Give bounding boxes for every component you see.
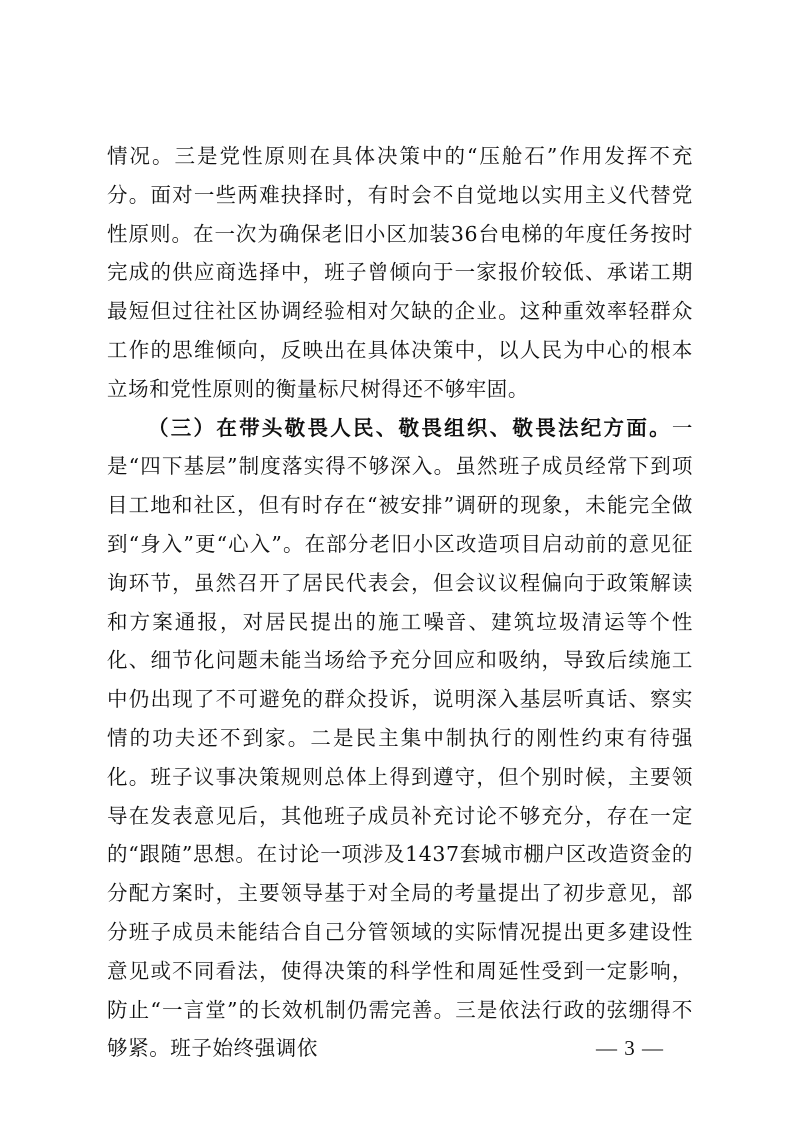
page-number: — 3 — [596,1036,664,1060]
section-heading: （三）在带头敬畏人民、敬畏组织、敬畏法纪方面。 [148,415,672,440]
section-body: 一是“四下基层”制度落实得不够深入。虽然班子成员经常下到项目工地和社区，但有时存在“被安排”调研的现象，未能完全做到“身入”更“心入”。在部分老旧小区改造项目启动前的意见征询环节，虽然召开了居民代表会，但会议议程偏向于政策解读和方案通报，对居民提出的施工噪音、建筑垃圾清运等个性化、细节化问题未能当场给予充分回应和吸纳，导致后续施工中仍出现了不可避免的群众投诉，说明深入基层听真话、察实情的功夫还不到家。二是民主集中制执行的刚性约束有待强化。班子议事决策规则总体上得到遵守，但个别时候，主要领导在发表意见后，其他班子成员补充讨论不够充分，存在一定的“跟随”思想。在讨论一项涉及1437套城市棚户区改造资金的分配方案时，主要领导基于对全局的考量提出了初步意见，部分班子成员未能结合自己分管领域的实际情况提出更多建设性意见或不同看法，使得决策的科学性和周延性受到一定影响，防止“一言堂”的长效机制仍需完善。三是依法行政的弦绷得不够紧。班子始终强调依 [107,415,693,1061]
body-text [107,137,693,1068]
paragraph-party-principle: 情况。三是党性原则在具体决策中的“压舱石”作用发挥不充分。面对一些两难抉择时，有时会不自觉地以实用主义代替党性原则。在一次为确保老旧小区加装36台电梯的年度任务按时完成的供应商选择中，班子曾倾向于一家报价较低、承诺工期最短但过往社区协调经验相对欠缺的企业。这种重效率轻群众工作的思维倾向，反映出在具体决策中，以人民为中心的根本立场和党性原则的衡量标尺树得还不够牢固。 [107,144,693,401]
paragraph-section-3 [107,409,693,1069]
